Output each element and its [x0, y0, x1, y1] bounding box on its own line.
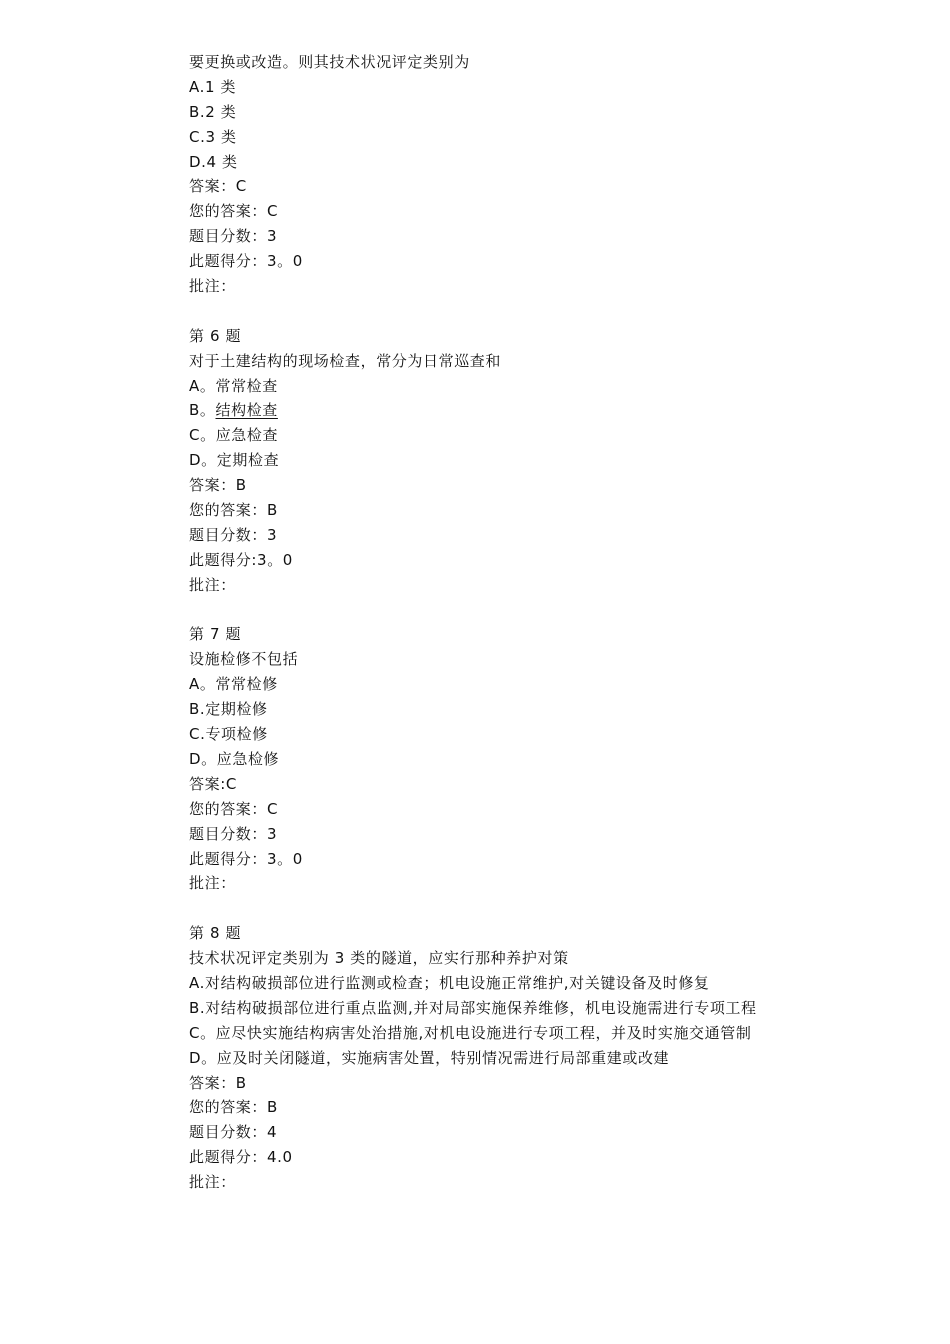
option-prefix: B。: [189, 401, 216, 420]
option-text: 应急检查: [215, 426, 279, 445]
question-8-stem: 技术状况评定类别为 3 类的隧道，应实行那种养护对策: [189, 949, 569, 968]
question-6-answer: 答案：B: [189, 476, 247, 495]
option-prefix: C。: [189, 426, 216, 445]
option-text: 结构检查: [215, 401, 278, 420]
question-5-score: 此题得分：3。0: [189, 252, 303, 271]
question-8-score: 此题得分：4.0: [189, 1148, 293, 1167]
option-prefix: A。: [189, 376, 216, 395]
question-7-your-answer: 您的答案：C: [189, 799, 279, 818]
question-5-stem-tail: 要更换或改造。则其技术状况评定类别为: [189, 53, 470, 71]
question-6-score: 此题得分:3。0: [189, 550, 293, 569]
question-8-answer: 答案：B: [189, 1073, 247, 1092]
question-7-note: 批注：: [189, 874, 236, 893]
question-7-answer: 答案:C: [189, 774, 237, 793]
spacer: [189, 896, 769, 921]
question-6-option-d: [189, 448, 769, 473]
question-5: [189, 50, 769, 299]
question-6-your-answer: 您的答案：B: [189, 501, 278, 520]
question-5-note: 批注：: [189, 277, 236, 296]
question-7-stem: 设施检修不包括: [189, 650, 299, 669]
document-page: [189, 50, 769, 1195]
question-8-option-a: A.对结构破损部位进行监测或检查；机电设施正常维护,对关键设备及时修复: [189, 973, 710, 992]
question-6-option-b: [189, 398, 769, 423]
question-5-your-answer: 您的答案：C: [189, 202, 279, 221]
question-5-option-c: C.3 类: [189, 127, 237, 146]
spacer: [189, 299, 769, 324]
question-6-title: 第 6 题: [189, 326, 242, 345]
question-6-option-c: [189, 423, 769, 448]
question-7-option-b: B.定期检修: [189, 700, 268, 719]
question-8-points: 题目分数：4: [189, 1123, 278, 1142]
option-text: 定期检查: [216, 451, 280, 470]
question-5-points: 题目分数：3: [189, 227, 278, 246]
question-6-points: 题目分数：3: [189, 525, 278, 544]
question-8: [189, 921, 769, 1195]
question-7-option-c: C.专项检修: [189, 725, 268, 744]
question-6-note: 批注：: [189, 575, 236, 594]
question-7-title: 第 7 题: [189, 625, 242, 644]
question-7-option-d: D。应急检修: [189, 749, 280, 768]
option-prefix: D。: [189, 451, 217, 470]
question-8-note: 批注：: [189, 1173, 236, 1192]
question-5-option-d: D.4 类: [189, 152, 238, 171]
question-5-option-b: B.2 类: [189, 102, 237, 121]
question-8-option-d: D。应及时关闭隧道，实施病害处置，特别情况需进行局部重建或改建: [189, 1048, 670, 1067]
question-7-option-a: A。常常检修: [189, 675, 278, 694]
question-8-option-b: B.对结构破损部位进行重点监测,并对局部实施保养维修，机电设施需进行专项工程: [189, 998, 757, 1017]
spacer: [189, 598, 769, 623]
question-8-option-c: C。应尽快实施结构病害处治措施,对机电设施进行专项工程，并及时实施交通管制: [189, 1023, 752, 1042]
question-7: [189, 622, 769, 896]
question-7-score: 此题得分：3。0: [189, 849, 303, 868]
question-5-option-a: A.1 类: [189, 77, 237, 96]
question-5-answer: 答案：C: [189, 177, 247, 196]
option-text: 常常检查: [215, 376, 278, 395]
question-6-stem: 对于土建结构的现场检查，常分为日常巡查和: [189, 351, 502, 370]
question-8-title: 第 8 题: [189, 924, 242, 943]
question-8-your-answer: 您的答案：B: [189, 1098, 278, 1117]
question-6: [189, 324, 769, 598]
question-7-points: 题目分数：3: [189, 824, 278, 843]
question-6-option-a: [189, 374, 769, 399]
